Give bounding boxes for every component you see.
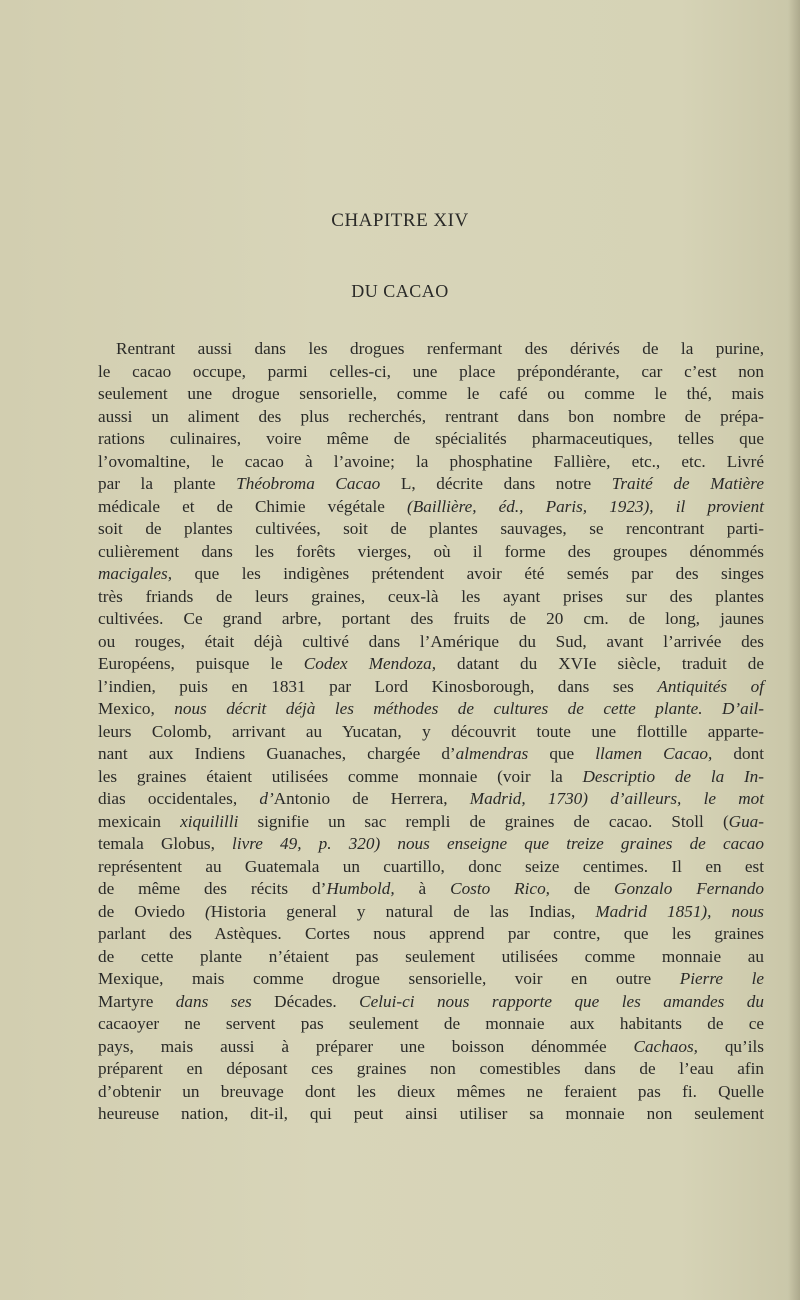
text-line: de même des récits d’Humbold, à Costo Rico, de Gonzalo Fernando [98,879,765,898]
text-line: Mexique, mais comme drogue sensorielle, voir en outre Pierre le [98,969,764,988]
text-line: médicale et de Chimie végétale (Baillière, éd., Paris, 1923), il provient [98,496,764,516]
chapter-number: CHAPITRE XIV [331,210,469,231]
text-line: d’obtenir un breuvage dont les dieux mêmes ne feraient pas fi. Quelle [98,1081,764,1101]
text-line: par la plante Théobroma Cacao L, décrite dans notre Traité de Matière [98,474,764,493]
text-line: ou rouges, était déjà cultivé dans l’Amérique du Sud, avant l’arrivée des [98,631,764,651]
text-line: Mexico, nous décrit déjà les méthodes de cultures de cette plante. D’ail- [98,699,764,718]
text-line: pays, mais aussi à préparer une boisson dénommée Cachaos, qu’ils [98,1036,764,1056]
text-line: mexicain xiquililli signifie un sac rempli de graines de cacao. Stoll (Gua- [98,811,764,831]
text-line: heureuse nation, dit-il, qui peut ainsi utiliser sa monnaie non seulement [98,1104,764,1123]
text-line: macigales, que les indigènes prétendent avoir été semés par des singes [98,564,764,583]
text-line: cultivées. Ce grand arbre, portant des fruits de 20 cm. de long, jaunes [98,609,764,628]
text-line: dias occidentales, d’Antonio de Herrera, Madrid, 1730) d’ailleurs, le mot [98,789,765,808]
text-line: le cacao occupe, parmi celles-ci, une place prépondérante, car c’est non [98,361,764,381]
text-line: Européens, puisque le Codex Mendoza, datant du XVIe siècle, traduit de [98,654,764,673]
page-edge-shadow [788,0,800,1300]
text-line: cacaoyer ne servent pas seulement de monnaie aux habitants de ce [98,1014,764,1033]
text-line: culièrement dans les forêts vierges, où il forme des groupes dénommés [98,541,764,561]
text-line: Martyre dans ses Décades. Celui-ci nous rapporte que les amandes du [98,991,764,1011]
text-line: rations culinaires, voire même de spécialités pharmaceutiques, telles que [98,429,764,448]
text-line: l’ovomaltine, le cacao à l’avoine; la phosphatine Fallière, etc., etc. Livré [98,451,764,471]
body-text [98,338,764,1126]
text-line: les graines étaient utilisées comme monnaie (voir la Descriptio de la In- [98,766,764,786]
text-line: l’indien, puis en 1831 par Lord Kinosborough, dans ses Antiquités of [98,676,764,696]
text-line: de Oviedo (Historia general y natural de las Indias, Madrid 1851), nous [98,901,765,921]
text-line: préparent en déposant ces graines non comestibles dans de l’eau afin [98,1059,764,1078]
text-line: temala Globus, livre 49, p. 320) nous enseigne que treize graines de cacao [98,834,764,853]
text-line: leurs Colomb, arrivant au Yucatan, y découvrit toute une flottille apparte- [98,721,764,741]
text-line: aussi un aliment des plus recherchés, rentrant dans bon nombre de prépa- [98,406,764,426]
text-line: parlant des Astèques. Cortes nous apprend par contre, que les graines [98,924,764,943]
text-line: nant aux Indiens Guanaches, chargée d’almendras que llamen Cacao, dont [98,744,764,763]
text-line: soit de plantes cultivées, soit de plantes sauvages, se rencontrant parti- [98,519,764,538]
chapter-title: DU CACAO [351,281,449,301]
text-line: seulement une drogue sensorielle, comme le café ou comme le thé, mais [98,384,764,403]
text-line: représentent au Guatemala un cuartillo, donc seize centimes. Il en est [98,856,764,876]
text-line: de cette plante n’étaient pas seulement utilisées comme monnaie au [98,946,764,966]
text-line: très friands de leurs graines, ceux-là les ayant prises sur des plantes [98,586,764,606]
text-line: Rentrant aussi dans les drogues renfermant des dérivés de la purine, [116,339,764,358]
